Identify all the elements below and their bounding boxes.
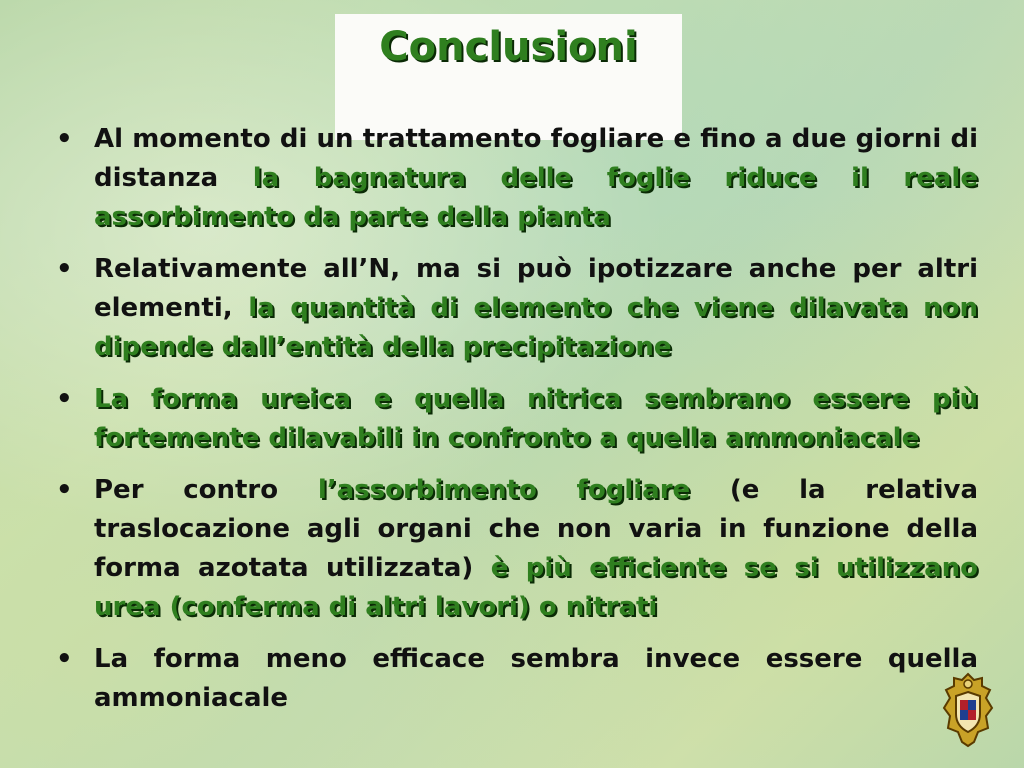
bullet-text: Relativamente all’N, ma si può ipotizzare anche per altri elementi,: [94, 254, 978, 323]
bullet-item: [56, 471, 978, 627]
bullet-highlight: La forma ureica e quella nitrica sembrano essere più fortemente dilavabili in confronto a quella ammoniacale: [94, 384, 978, 453]
bullet-item: [56, 120, 978, 237]
bullet-item: [56, 380, 978, 458]
bullet-highlight: l’assorbimento fogliare: [317, 475, 691, 505]
bullet-icon: •: [56, 644, 73, 674]
bullet-icon: •: [56, 124, 73, 154]
bullet-icon: •: [56, 384, 73, 414]
bullet-text: La forma meno efficace sembra invece essere quella ammoniacale: [94, 644, 978, 713]
bullet-item: [56, 640, 978, 718]
bullet-highlight: la bagnatura delle foglie riduce il reale assorbimento da parte della pianta: [94, 163, 978, 232]
bullet-highlight: è più efficiente se si utilizzano urea (conferma di altri lavori) o nitrati: [94, 553, 978, 622]
bullet-list: [56, 120, 978, 731]
bullet-text: Per contro: [94, 475, 318, 505]
bullet-highlight: la quantità di elemento che viene dilavata non dipende dall’entità della precipitazione: [94, 293, 978, 362]
bullet-item: [56, 250, 978, 367]
coat-of-arms-icon: [938, 670, 998, 750]
bullet-text: (e la relativa traslocazione agli organi che non varia in funzione della forma azotata utilizzata): [94, 475, 979, 583]
bullet-text: Al momento di un trattamento fogliare e fino a due giorni di distanza: [94, 124, 978, 193]
bullet-icon: •: [56, 254, 73, 284]
slide-title: Conclusioni: [379, 24, 638, 70]
bullet-icon: •: [56, 475, 73, 505]
